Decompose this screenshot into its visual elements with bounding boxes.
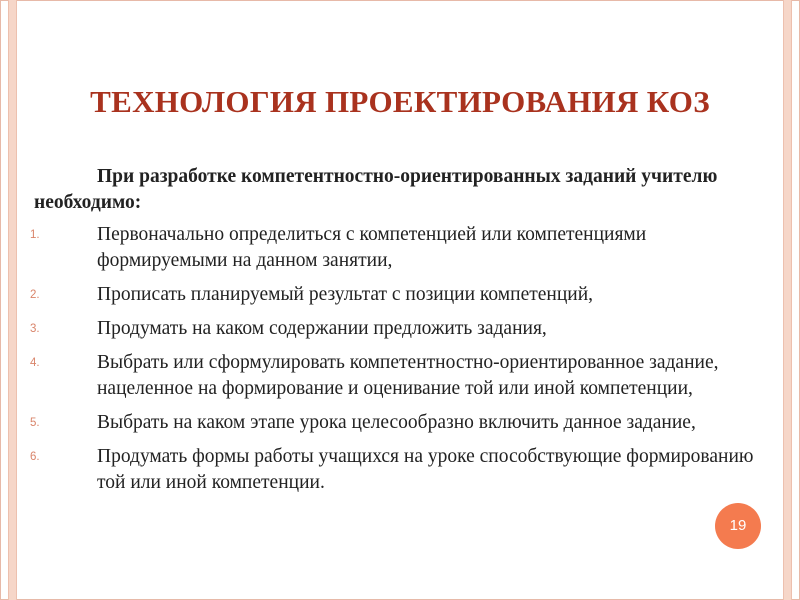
list-number: 6. (30, 451, 40, 463)
intro-text: При разработке компетентностно-ориентированных заданий учителю необходимо: (34, 166, 718, 213)
list-number: 5. (30, 417, 40, 429)
list-item-text: Выбрать или сформулировать компетентностно-ориентированное задание, нацеленное на формирование и оценивание той или иной компетенции, (97, 352, 719, 399)
list-item-text: Прописать планируемый результат с позиции компетенций, (97, 284, 594, 305)
list-item (0, 444, 800, 496)
slide-title: ТЕХНОЛОГИЯ ПРОЕКТИРОВАНИЯ КОЗ (90, 84, 710, 119)
list-item (0, 350, 800, 402)
list-item (0, 282, 800, 308)
list-number: 3. (30, 323, 40, 335)
steps-list (0, 222, 800, 504)
list-item-text: Продумать формы работы учащихся на уроке способствующие формированию той или иной компетенции. (97, 446, 754, 493)
list-item-text: Первоначально определиться с компетенцией или компетенциями формируемыми на данном занятии, (97, 224, 647, 271)
list-item (0, 222, 800, 274)
list-number: 2. (30, 289, 40, 301)
list-number: 1. (30, 229, 40, 241)
list-item (0, 410, 800, 436)
list-item (0, 316, 800, 342)
list-item-text: Выбрать на каком этапе урока целесообразно включить данное задание, (97, 412, 696, 433)
list-number: 4. (30, 357, 40, 369)
list-item-text: Продумать на каком содержании предложить задания, (97, 318, 547, 339)
page-number-badge: 19 (715, 503, 761, 549)
